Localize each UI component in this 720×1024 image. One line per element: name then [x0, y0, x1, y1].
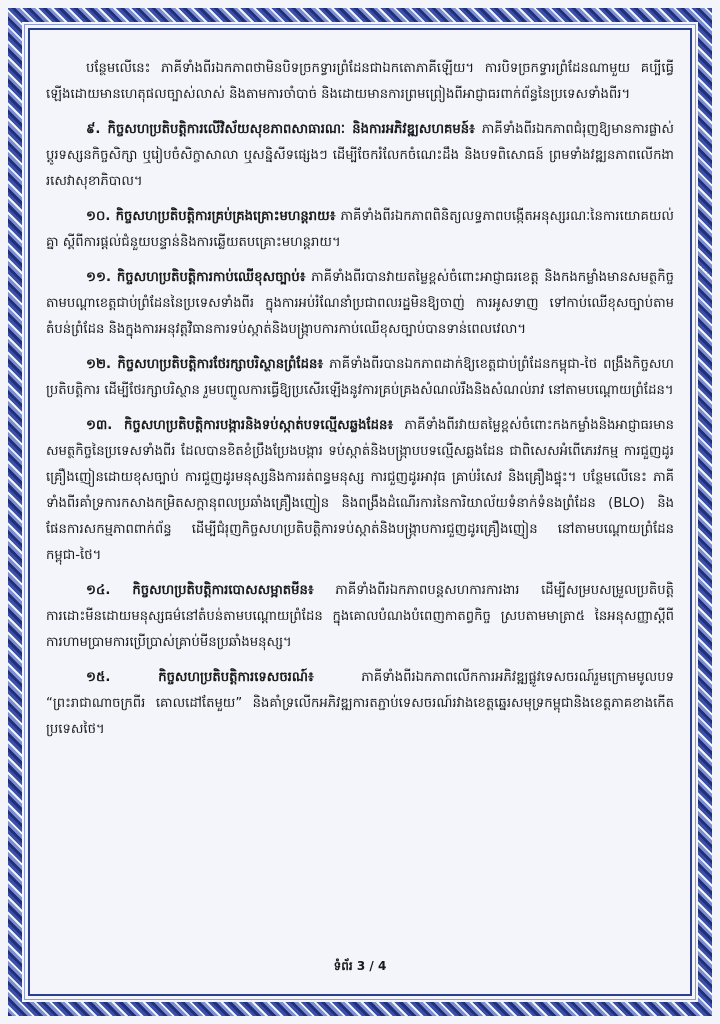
- section-body: ភាគីទាំងពីរវាយតម្លៃខ្ពស់ចំពោះកងកម្លាំងនិងអាជ្ញាធរមានសមត្ថកិច្ចនៃប្រទេសទាំងពីរ ដែលបានខិតខំប្រឹងប្រែងបង្ការ ទប់ស្កាត់និងបង្រ្កាបបទល្មើសឆ្លងដែន ជាពិសេសអំពើភេរវកម្ម ការជួញដូរគ្រឿងញៀនដោយខុសច្បាប់ ការជួញដូរមនុស្សនិងការរត់ពន្ធមនុស្ស ការជួញដូរអាវុធ គ្រាប់រំសេវ និងគ្រឿងផ្ទុះ។ បន្ថែមលើនេះ ភាគីទាំងពីរគាំទ្រការកសាងកម្រិតសក្តានុពលប្រឆាំងគ្រឿងញៀន និងពង្រឹងដំណើរការនៃការិយាល័យទំនាក់ទំនងព្រំដែន (BLO) និងផែនការសកម្មភាពពាក់ព័ន្ធ ដើម្បីជំរុញកិច្ចសហប្រតិបត្តិការទប់ស្កាត់និងបង្រ្កាបការជួញដូរគ្រឿងញៀន នៅតាមបណ្តោយព្រំដែនកម្ពុជា-ថៃ។: [46, 418, 674, 563]
- document-body: [46, 56, 674, 752]
- section-13: [46, 413, 674, 569]
- section-15: [46, 665, 674, 743]
- section-heading: ១០. កិច្ចសហប្រតិបត្តិការគ្រប់គ្រងគ្រោះមហន្តរាយ៖: [86, 209, 336, 224]
- section-body: ភាគីទាំងពីរឯកភាពពិនិត្យលទ្ធភាពបង្កើតអនុស្សរណៈនៃការយោគយល់គ្នា ស្តីពីការផ្តល់ជំនួយបន្ទាន់និងការឆ្លើយតបគ្រោះមហន្តរាយ។: [46, 209, 674, 250]
- section-10: [46, 204, 674, 256]
- section-heading: ១៥. កិច្ចសហប្រតិបត្តិការទេសចរណ៍៖: [86, 670, 314, 685]
- section-heading: ៩. កិច្ចសហប្រតិបត្តិការលើវិស័យសុខភាពសាធារណៈ និងការអភិវឌ្ឍសហគមន៍៖: [86, 122, 475, 137]
- section-body: ភាគីទាំងពីរឯកភាពបន្តសហការការងារ ដើម្បីសម្របសម្រួលប្រតិបត្តិការដោះមីនដោយមនុស្សធម៌នៅតំបន់តាមបណ្តោយព្រំដែន ក្នុងគោលបំណងបំពេញកាតព្វកិច្ច ស្របតាមមាត្រា៥ នៃអនុសញ្ញាស្តីពីការហាមប្រាមការប្រើប្រាស់គ្រាប់មីនប្រឆាំងមនុស្ស។: [46, 583, 675, 650]
- section-heading: ១១. កិច្ចសហប្រតិបត្តិការកាប់ឈើខុសច្បាប់៖: [86, 270, 306, 285]
- section-heading: ១២. កិច្ចសហប្រតិបត្តិការថែរក្សាបរិស្ថានព្រំដែន៖: [86, 357, 324, 372]
- section-body: ភាគីទាំងពីរឯកភាពជំរុញឱ្យមានការផ្លាស់ប្តូរទស្សនកិច្ចសិក្សា ឬរៀបចំសិក្ខាសាលា ឬសន្និសីទផ្សេងៗ ដើម្បីចែករំលែកចំណេះដឹង និងបទពិសោធន៍ ព្រមទាំងវឌ្ឍនភាពលើកងារសេវាសុខាភិបាល។: [46, 122, 674, 189]
- section-9: [46, 117, 674, 195]
- section-body: ភាគីទាំងពីរឯកភាពលើកការអភិវឌ្ឍផ្លូវទេសចរណ៍រួមក្រោមមូលបទ “ព្រះរាជាណាចក្រពីរ គោលដៅតែមួយ” និងគាំទ្រលើកអភិវឌ្ឍការតភ្ជាប់ទេសចរណ៍រវាងខេត្តឆ្នេរសមុទ្រកម្ពុជានិងខេត្តភាគខាងកើតប្រទេសថៃ។: [46, 670, 674, 737]
- section-heading: ១៤. កិច្ចសហប្រតិបត្តិការបោសសម្អាតមីន៖: [86, 583, 314, 598]
- section-12: [46, 352, 674, 404]
- page-number: ទំព័រ 3 / 4: [333, 959, 387, 973]
- section-11: [46, 265, 674, 343]
- section-heading: ១៣. កិច្ចសហប្រតិបត្តិការបង្ការនិងទប់ស្កាត់បទល្មើសឆ្លងដែន៖: [86, 418, 394, 433]
- intro-paragraph: បន្ថែមលើនេះ ភាគីទាំងពីរឯកភាពថាមិនបិទច្រកទ្វារព្រំដែនជាឯកតោភាគីឡើយ។ ការបិទច្រកទ្វារព្រំដែនណាមួយ គប្បីធ្វើឡើងដោយមានហេតុផលច្បាស់លាស់ និងតាមការចាំបាច់ និងដោយមានការព្រមព្រៀងពីអាជ្ញាធរពាក់ព័ន្ធនៃប្រទេសទាំងពីរ។: [46, 61, 674, 102]
- section-body: ភាគីទាំងពីរបានឯកភាពដាក់ឱ្យខេត្តជាប់ព្រំដែនកម្ពុជា-ថៃ ពង្រឹងកិច្ចសហប្រតិបត្តិការ ដើម្បីថែរក្សាបរិស្ថាន រួមបញ្ចូលការធ្វើឱ្យប្រសើរឡើងនូវការគ្រប់គ្រងសំណល់រឹងនិងសំណល់រាវ នៅតាមបណ្តោយព្រំដែន។: [46, 357, 674, 398]
- section-14: [46, 578, 674, 656]
- section-body: ភាគីទាំងពីរបានវាយតម្លៃខ្ពស់ចំពោះអាជ្ញាធរខេត្ត និងកងកម្លាំងមានសមត្ថកិច្ចតាមបណ្តាខេត្តជាប់ព្រំដែននៃប្រទេសទាំងពីរ ក្នុងការអប់រំណែនាំប្រជាពលរដ្ឋមិនឱ្យចាញ់ ការអូសទាញ ទៅកាប់ឈើខុសច្បាប់តាមតំបន់ព្រំដែន និងក្នុងការអនុវត្តវិធានការទប់ស្កាត់និងបង្រ្កាបការកាប់ឈើខុសច្បាប់បានទាន់ពេលវេលា។: [46, 270, 674, 337]
